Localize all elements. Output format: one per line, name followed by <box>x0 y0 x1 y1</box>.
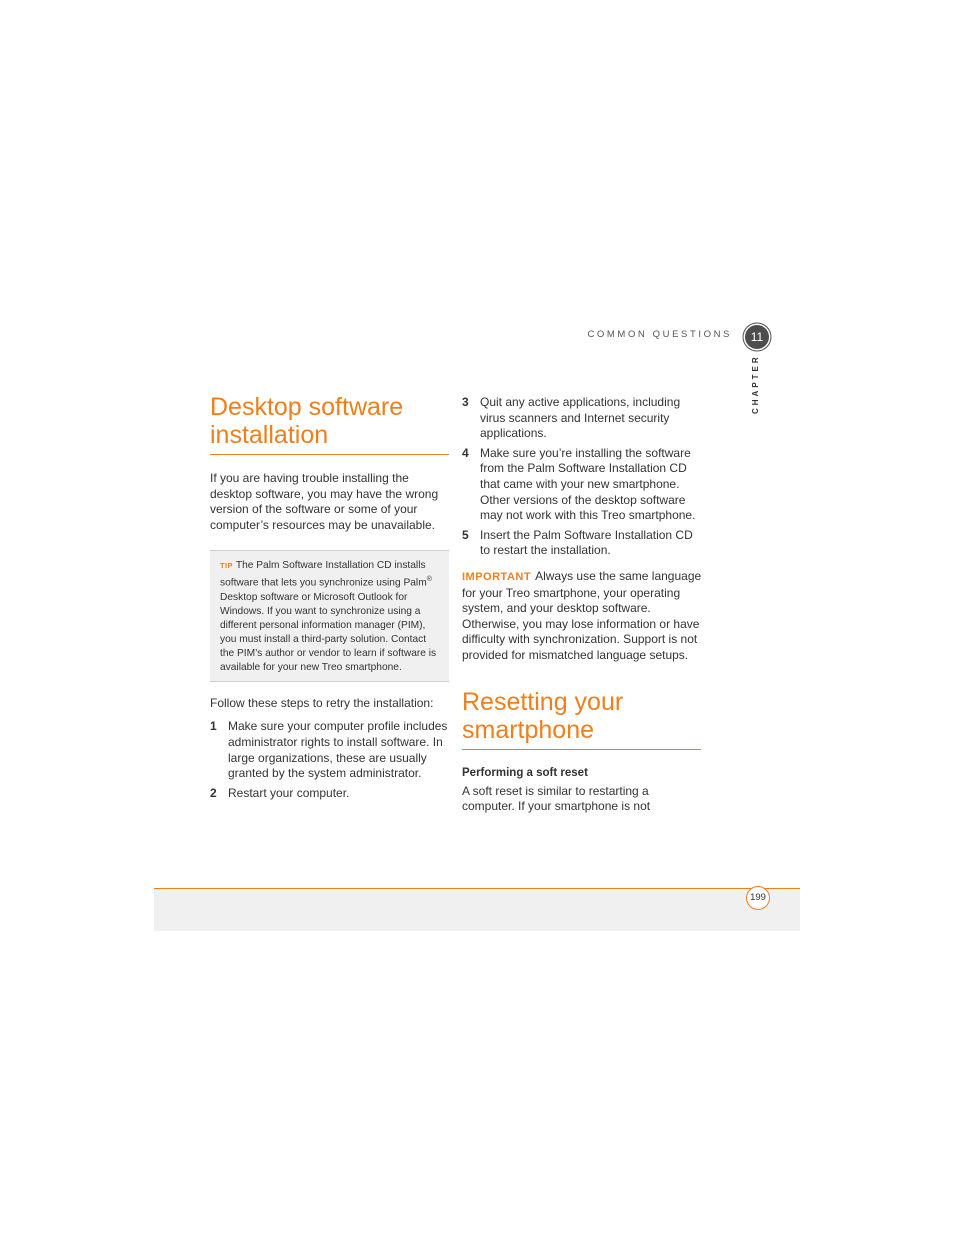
step-number: 4 <box>462 445 469 460</box>
important-text: Always use the same language for your Treo smartphone, your operating system, and your desktop software. Otherwise, you may lose information or have difficulty with synchronization. Support is not provided for mismatched language setups. <box>462 568 702 662</box>
section-title-resetting: Resetting your smartphone <box>462 688 701 750</box>
intro-paragraph: If you are having trouble installing the desktop software, you may have the wrong version of the software or some of your computer’s resources may be unavailable. <box>210 471 439 532</box>
important-label: IMPORTANT <box>462 570 532 583</box>
footer-bar <box>154 888 800 931</box>
step-text: Make sure you’re installing the software from the Palm Software Installation CD that came with your new smartphone. Other versions of the desktop software may not work with this Treo smartphone. <box>480 445 696 523</box>
list-item <box>210 719 449 781</box>
step-text: Quit any active applications, including virus scanners and Internet security applications. <box>480 395 681 441</box>
list-item <box>210 786 449 802</box>
important-note <box>462 569 702 664</box>
step-number: 1 <box>210 719 217 734</box>
step-text: Make sure your computer profile includes administrator rights to install software. In large organizations, these are usually granted by the system administrator. <box>228 719 448 781</box>
soft-reset-paragraph: A soft reset is similar to restarting a computer. If your smartphone is not <box>462 783 651 814</box>
tip-text-after: Desktop software or Microsoft Outlook for Windows. If you want to synchronize using a different personal information manager (PIM), you must install a third-party solution. Contact the PIM’s author or vendor to learn if software is available for your new Treo smartphone. <box>220 591 437 673</box>
list-item <box>462 395 702 442</box>
steps-list-2 <box>462 395 702 559</box>
column-left <box>210 393 449 805</box>
steps-list-1 <box>210 719 449 801</box>
section-title-desktop-install: Desktop software installation <box>210 393 449 455</box>
registered-mark: ® <box>426 576 432 584</box>
running-header: COMMON QUESTIONS <box>587 329 732 340</box>
column-right <box>462 395 702 815</box>
step-text: Insert the Palm Software Installation CD to restart the installation. <box>480 527 693 558</box>
tip-text-before: The Palm Software Installation CD installs software that lets you synchronize using Palm <box>220 560 427 589</box>
chapter-vertical-label: CHAPTER <box>751 354 760 414</box>
step-number: 3 <box>462 395 469 409</box>
step-number: 5 <box>462 527 469 542</box>
tip-box <box>210 550 449 681</box>
follow-steps-text: Follow these steps to retry the installation: <box>210 695 434 710</box>
subheading-soft-reset: Performing a soft reset <box>462 766 588 779</box>
tip-label: TIP <box>220 561 233 571</box>
step-text: Restart your computer. <box>228 785 350 800</box>
page-number-badge: 199 <box>746 886 770 910</box>
list-item <box>462 528 702 559</box>
step-number: 2 <box>210 785 217 800</box>
chapter-number-badge: 11 <box>745 325 769 349</box>
list-item <box>462 446 702 524</box>
